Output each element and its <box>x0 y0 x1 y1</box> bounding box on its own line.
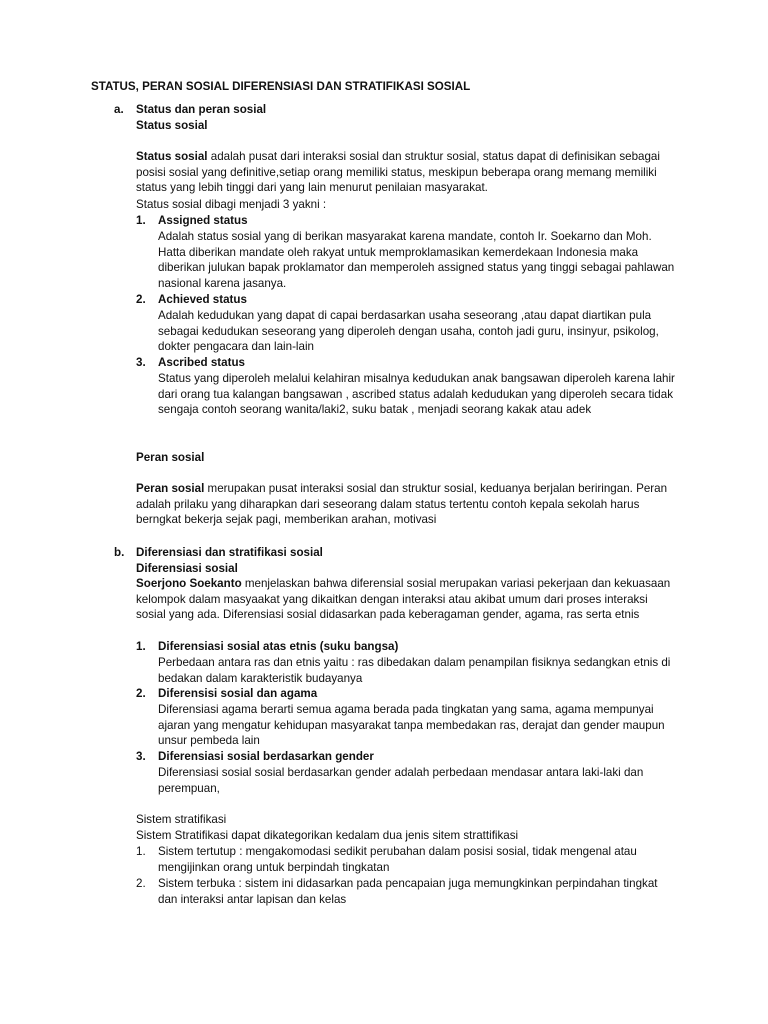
section-b-heading: Diferensiasi dan stratifikasi sosial <box>136 546 323 559</box>
author-name: Soerjono Soekanto <box>136 577 242 590</box>
agama-text: Diferensiasi agama berarti semua agama berada pada tingkatan yang sama, agama mempunyai ajaran yang mengatur kehidupan masyarakat tanpa membedakan ras, derajat dan gender maupun unsur pembeda lain <box>158 703 665 748</box>
etnis-title: Diferensiasi sosial atas etnis (suku bangsa) <box>158 640 399 653</box>
stratifikasi-intro: Sistem Stratifikasi dapat dikategorikan kedalam dua jenis sitem strattifikasi <box>136 829 519 842</box>
ascribed-status-title: Ascribed status <box>158 356 245 369</box>
peran-sosial-heading: Peran sosial <box>136 451 205 464</box>
assigned-status-text: Adalah status sosial yang di berikan masyarakat karena mandate, contoh Ir. Soekarno dan Moh. Hatta diberikan mandate oleh rakyat untuk memproklamasikan kemerdekaan Indonesia maka diberikan julukan bapak proklamator dan memperoleh assigned status yang tinggi sebagai pahlawan nasional karena jasanya. <box>158 230 675 291</box>
list-item-number: 1. <box>136 845 146 858</box>
status-sosial-subheading: Status sosial <box>136 119 208 132</box>
sistem-terbuka-text: Sistem terbuka : sistem ini didasarkan pada pencapaian juga memungkinkan perpindahan tingkat dan interaksi antar lapisan dan kelas <box>158 877 658 906</box>
list-item-number: 3. <box>136 750 146 763</box>
list-item-number: 1. <box>136 214 146 227</box>
peran-sosial-term: Peran sosial <box>136 482 205 495</box>
assigned-status-title: Assigned status <box>158 214 248 227</box>
list-item-number: 2. <box>136 687 146 700</box>
list-item-number: 2. <box>136 293 146 306</box>
section-a-heading: Status dan peran sosial <box>136 103 267 116</box>
status-sosial-paragraph <box>136 149 676 196</box>
gender-text: Diferensiasi sosial sosial berdasarkan gender adalah perbedaan mendasar antara laki-laki dan perempuan, <box>158 766 644 795</box>
list-item-number: 1. <box>136 640 146 653</box>
status-sosial-definition: adalah pusat dari interaksi sosial dan struktur sosial, status dapat di definisikan sebagai posisi sosial yang definitive,setiap orang memiliki status, meskipun beberapa orang memang memiliki status yang lebih tinggi dari yang lain menurut penilaian masyarakat. <box>136 150 660 195</box>
agama-title: Diferensisi sosial dan agama <box>158 687 318 700</box>
achieved-status-title: Achieved status <box>158 293 247 306</box>
etnis-text: Perbedaan antara ras dan etnis yaitu : ras dibedakan dalam penampilan fisiknya sedangkan etnis di bedakan dalam karakteristik budayanya <box>158 656 671 685</box>
diferensiasi-paragraph <box>136 576 676 623</box>
peran-sosial-paragraph <box>136 481 676 528</box>
status-sosial-division: Status sosial dibagi menjadi 3 yakni : <box>136 198 327 211</box>
ascribed-status-text: Status yang diperoleh melalui kelahiran misalnya kedudukan anak bangsawan diperoleh karena lahir dari orang tua kalangan bangsawan , ascribed status adalah kedudukan yang diperoleh secara tidak sengaja contoh seorang wanita/laki2, suku batak , menjadi seorang kakak atau adek <box>158 372 675 417</box>
gender-title: Diferensiasi sosial berdasarkan gender <box>158 750 374 763</box>
section-a-marker: a. <box>114 103 124 116</box>
stratifikasi-heading: Sistem stratifikasi <box>136 813 227 826</box>
status-sosial-term: Status sosial <box>136 150 208 163</box>
achieved-status-text: Adalah kedudukan yang dapat di capai berdasarkan usaha seseorang ,atau dapat diartikan pula sebagai kedudukan seseorang yang diperoleh dengan usaha, contoh jadi guru, insinyur, psikolog, dokter pengacara dan lain-lain <box>158 309 659 354</box>
list-item-number: 2. <box>136 877 146 890</box>
peran-sosial-definition: merupakan pusat interaksi sosial dan struktur sosial, keduanya berjalan beriringan. Peran adalah prilaku yang diharapkan dari seseorang dalam status tertentu contoh kepala sekolah harus berngkat bekerja sejak pagi, memberikan arahan, motivasi <box>136 482 668 527</box>
sistem-tertutup-text: Sistem tertutup : mengakomodasi sedikit perubahan dalam posisi sosial, tidak mengenal atau mengijinkan orang untuk berpindah tingkatan <box>158 845 637 874</box>
diferensiasi-definition: menjelaskan bahwa diferensial sosial merupakan variasi pekerjaan dan kekuasaan kelompok dalam masyaakat yang dikaitkan dengan interaksi atau akibat umum dari proses interaksi sosial yang ada. Diferensiasi sosial didasarkan pada keberagaman gender, agama, ras serta etnis <box>136 577 671 622</box>
section-b-marker: b. <box>114 546 125 559</box>
document-title: STATUS, PERAN SOSIAL DIFERENSIASI DAN STRATIFIKASI SOSIAL <box>91 80 471 93</box>
list-item-number: 3. <box>136 356 146 369</box>
diferensiasi-sosial-subheading: Diferensiasi sosial <box>136 562 238 575</box>
